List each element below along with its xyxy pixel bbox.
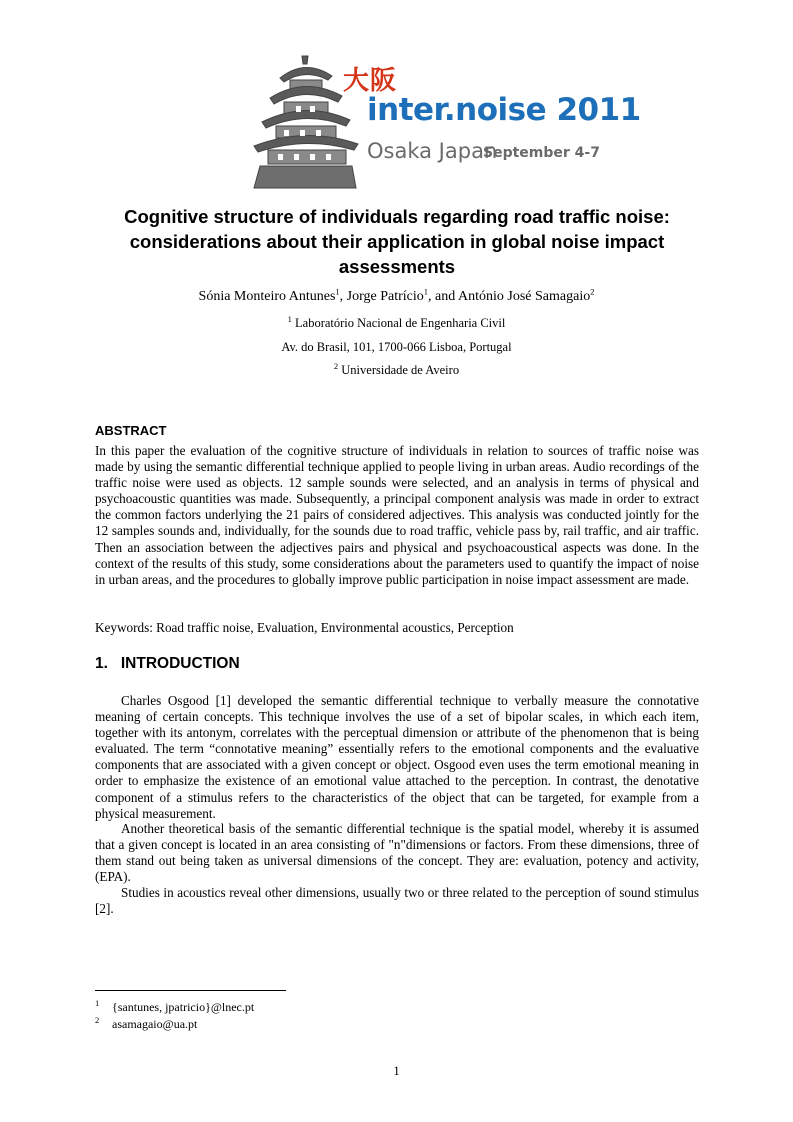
logo-brand: inter.noise 2011 xyxy=(367,92,641,128)
intro-paragraph: Another theoretical basis of the semantic differential technique is the spatial model, whereby it is assumed that a given concept is located in an area consisting of "n"dimensions or factors. From these dimensions, three of them stand out being taken as universal dimensions of the concept. They are: evaluation, potency and activity, (EPA). xyxy=(95,821,699,885)
paper-title: Cognitive structure of individuals regarding road traffic noise: considerations about their application in global noise impact assessments xyxy=(124,206,670,277)
abstract-heading: ABSTRACT xyxy=(95,423,167,438)
author-name: Jorge Patrício xyxy=(346,289,424,304)
footnote-rule xyxy=(95,990,286,991)
author-sup: 1 xyxy=(423,286,429,297)
affiliation-sup: 1 xyxy=(287,313,292,324)
affiliation-sup: 2 xyxy=(333,360,339,371)
keywords: Keywords: Road traffic noise, Evaluation, Environmental acoustics, Perception xyxy=(95,620,514,635)
conference-logo xyxy=(250,50,641,190)
logo-dates: September 4-7 xyxy=(483,145,600,161)
author-sup: 1 xyxy=(335,286,340,297)
abstract-text: In this paper the evaluation of the cognitive structure of individuals in relation to sources of traffic noise was made by using the semantic differential technique applied to people living in urban areas. Audio recordings of the traffic noise were used as objects. 12 sample sounds were selected, and an analysis in terms of physical and psychoacoustic quantities was made. Subsequently, a principal component analysis was made in order to extract the common factors underlying the 21 pairs of considered adjectives. This analysis was conducted jointly for the 12 samples sounds and, individually, for the sounds due to road traffic, vehicle pass by, rail traffic, and air traffic. Then an association between the adjectives pairs and physical and psychoacoustical aspects was done. In the context of the results of this study, some considerations about the parameters used to quantify the impact of noise in urban areas, and the procedures to globally improve public participation in noise impact assessment are made. xyxy=(95,443,699,587)
intro-paragraph: Studies in acoustics reveal other dimensions, usually two or three related to the perception of sound stimulus [2]. xyxy=(95,885,699,917)
logo-kanji: 大阪 xyxy=(343,66,398,96)
author-sep: , and xyxy=(428,289,458,304)
page-number: 1 xyxy=(393,1063,400,1078)
footnote-text: {santunes, jpatricio}@lnec.pt xyxy=(112,1000,255,1014)
author-sep: , xyxy=(339,289,347,304)
footnote xyxy=(95,1013,197,1031)
logo-location: Osaka Japan xyxy=(367,139,498,163)
affiliation-address xyxy=(0,340,793,355)
affiliation-2 xyxy=(0,360,793,378)
affiliation-1 xyxy=(0,313,793,331)
author-name: António José Samagaio xyxy=(458,289,591,304)
intro-paragraph: Charles Osgood [1] developed the semantic differential technique to verbally measure the connotative meaning of certain concepts. This technique involves the use of a set of bipolar scales, in which each item, together with its antonym, correlates with the perceptual dimension or attribute of the phenomenon that is being evaluated. The term “connotative meaning” essentially refers to the emotional components and the evaluative components that are associated with a given concept or object. Osgood even uses the term emotional meaning in order to emphasize the existence of an emotional value attached to the perception. In contrast, the denotative component of a stimulus refers to the characteristics of the object that can be targeted, for example from a physical measurement. xyxy=(95,693,699,821)
footnote-number: 2 xyxy=(95,1015,100,1025)
affiliation-text: Universidade de Aveiro xyxy=(341,363,460,377)
section-heading: 1. INTRODUCTION xyxy=(95,655,240,672)
footnote xyxy=(95,996,254,1014)
footnote-number: 1 xyxy=(95,998,100,1008)
footnote-text: asamagaio@ua.pt xyxy=(112,1017,198,1031)
author-name: Sónia Monteiro Antunes xyxy=(198,289,336,304)
author-list xyxy=(0,286,793,305)
affiliation-text: Laboratório Nacional de Engenharia Civil xyxy=(295,316,506,330)
affiliation-text: Av. do Brasil, 101, 1700-066 Lisboa, Portugal xyxy=(281,340,512,354)
author-sup: 2 xyxy=(590,286,595,297)
